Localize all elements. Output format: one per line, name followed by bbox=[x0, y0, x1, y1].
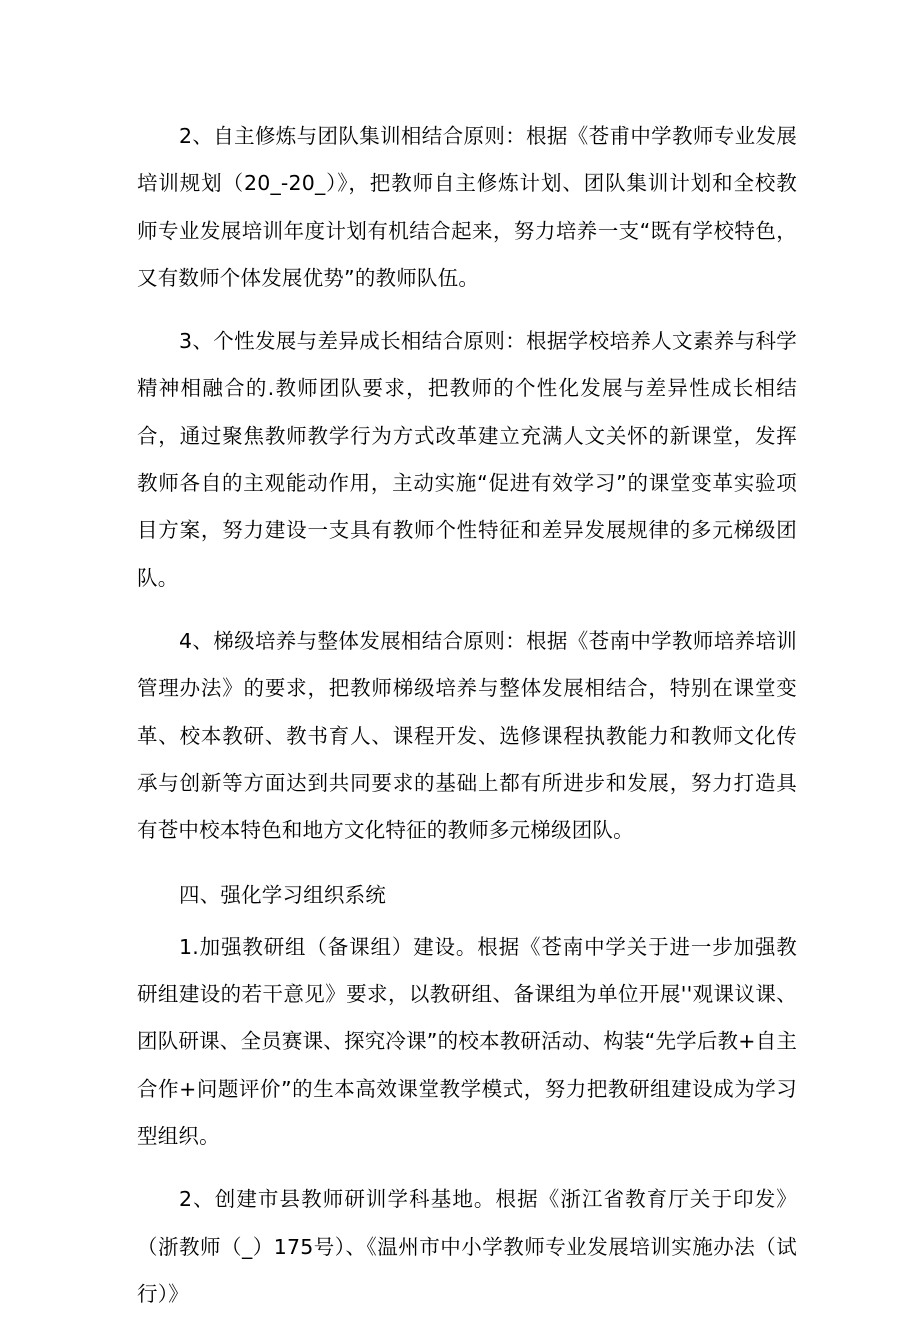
paragraph-principle-4: 4、梯级培养与整体发展相结合原则：根据《苍南中学教师培养培训管理办法》的要求，把教师梯级培养与整体发展相结合，特别在课堂变革、校本教研、教书育人、课程开发、选修课程执教能力和教师文化传承与创新等方面达到共同要求的基础上都有所进步和发展，努力打造具有苍中校本特色和地方文化特征的教师多元梯级团队。 bbox=[137, 628, 797, 843]
section-heading-learning-organization: 四、强化学习组织系统 bbox=[179, 883, 386, 908]
paragraph-item-2: 2、创建市县教师研训学科基地。根据《浙江省教育厅关于印发》（浙教师（_）175号）、《温州市中小学教师专业发展培训实施办法（试行）》 bbox=[137, 1187, 797, 1306]
paragraph-principle-2: 2、自主修炼与团队集训相结合原则：根据《苍甫中学教师专业发展培训规划（20_-20_）》，把教师自主修炼计划、团队集训计划和全校教师专业发展培训年度计划有机结合起来，努力培养一支“既有学校特色，又有数师个体发展优势”的教师队伍。 bbox=[137, 124, 797, 290]
document-body bbox=[137, 113, 797, 1318]
paragraph-principle-3: 3、个性发展与差异成长相结合原则：根据学校培养人文素养与科学精神相融合的.教师团队要求，把教师的个性化发展与差异性成长相结合，通过聚焦教师教学行为方式改革建立充满人文关怀的新课堂，发挥教师各自的主观能动作用，主动实施“促进有效学习”的课堂变革实验项目方案，努力建设一支具有教师个性特征和差异发展规律的多元梯级团队。 bbox=[137, 329, 797, 590]
paragraph-item-1: 1.加强教研组（备课组）建设。根据《苍南中学关于进一步加强教研组建设的若干意见》要求，以教研组、备课组为单位开展''观课议课、团队研课、全员赛课、探究冷课”的校本教研活动、构装“先学后教+自主合作+问题评价”的生本高效课堂教学模式，努力把教研组建设成为学习型组织。 bbox=[137, 934, 798, 1148]
